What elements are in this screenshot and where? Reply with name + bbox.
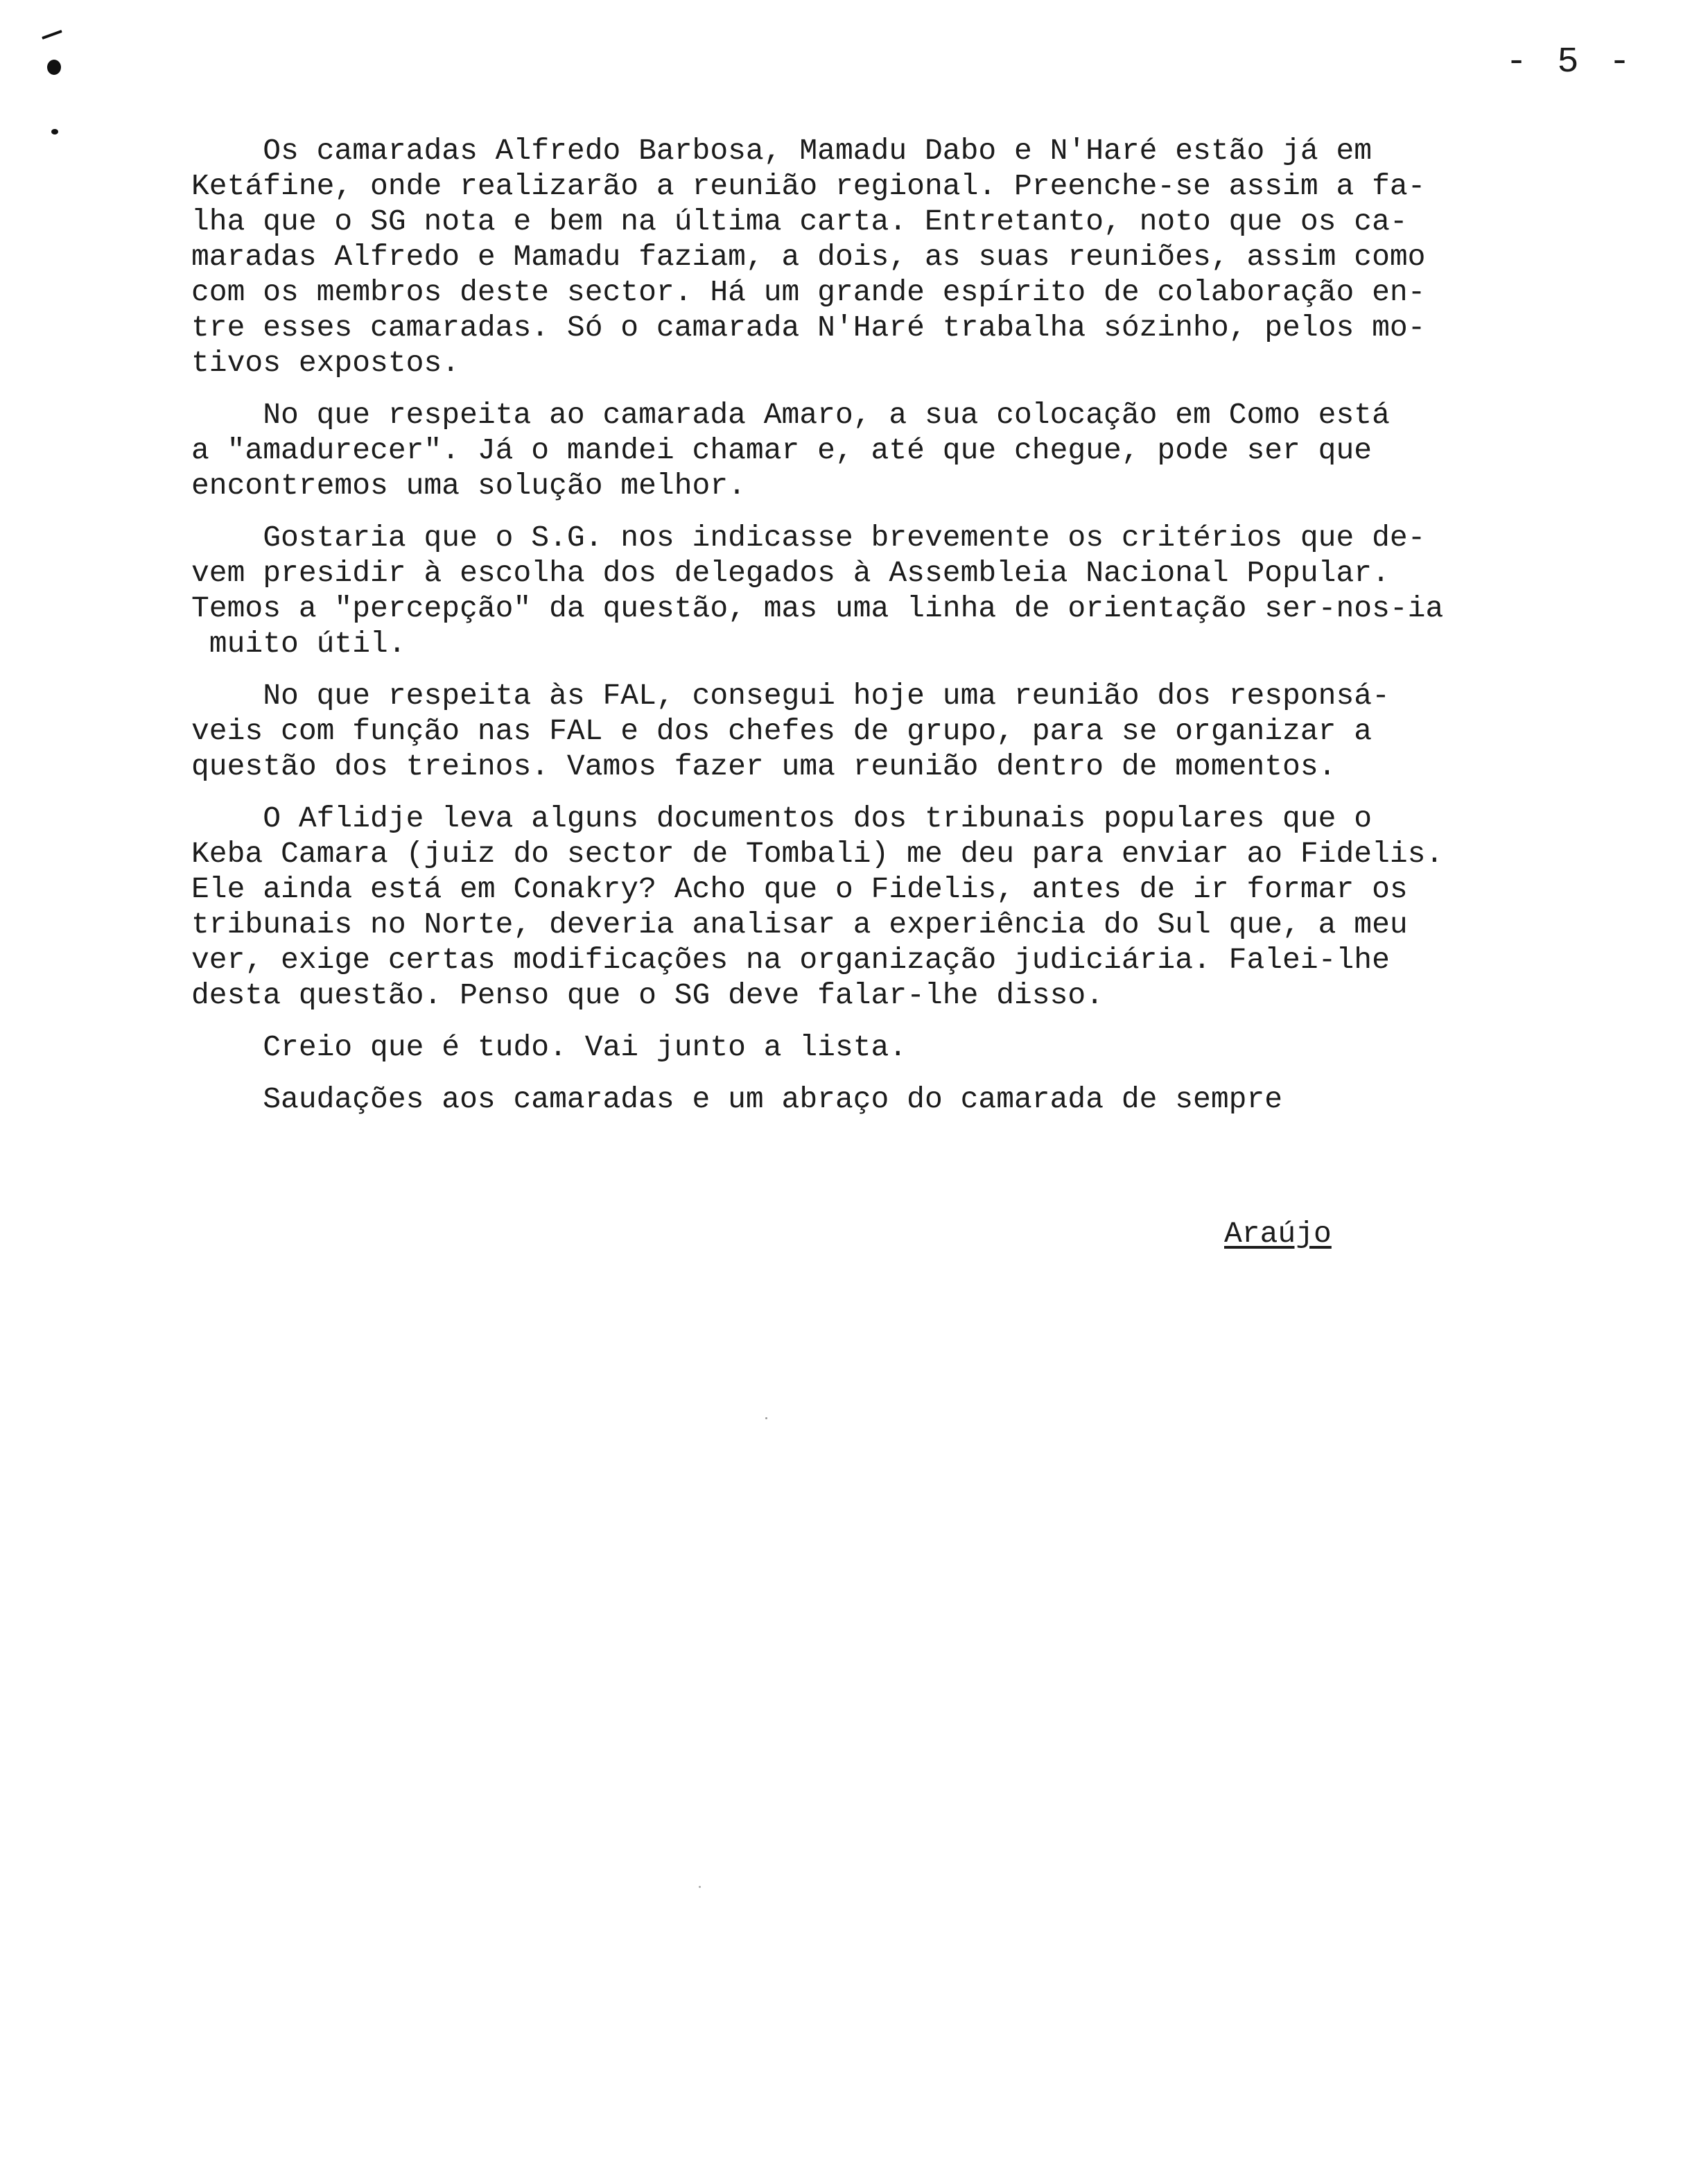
text-line: veis com função nas FAL e dos chefes de grupo, para se organizar a	[191, 714, 1372, 748]
paragraph	[191, 801, 1682, 1013]
text-line: Gostaria que o S.G. nos indicasse brevemente os critérios que de-	[191, 521, 1426, 555]
paragraph	[191, 1030, 1682, 1065]
letter-body	[191, 133, 1682, 1117]
paragraph	[191, 133, 1682, 381]
text-line: Os camaradas Alfredo Barbosa, Mamadu Dabo e N'Haré estão já em	[191, 134, 1372, 168]
text-line: tivos expostos.	[191, 346, 460, 380]
text-line: Keba Camara (juiz do sector de Tombali) me deu para enviar ao Fidelis.	[191, 837, 1444, 871]
margin-mark	[42, 30, 62, 40]
page-number: - 5 -	[1506, 42, 1635, 83]
text-line: Ele ainda está em Conakry? Acho que o Fidelis, antes de ir formar os	[191, 872, 1408, 906]
signature: Araújo	[1224, 1217, 1332, 1251]
text-line: tribunais no Norte, deveria analisar a experiência do Sul que, a meu	[191, 908, 1408, 942]
text-line: No que respeita ao camarada Amaro, a sua colocação em Como está	[191, 398, 1390, 432]
punch-hole-mark	[47, 60, 61, 75]
text-line: muito útil.	[191, 627, 406, 661]
paragraph	[191, 520, 1682, 661]
paper-speck	[765, 1417, 767, 1419]
paper-speck	[699, 1886, 701, 1888]
text-line: Saudações aos camaradas e um abraço do camarada de sempre	[191, 1082, 1283, 1116]
text-line: Temos a "percepção" da questão, mas uma linha de orientação ser-nos-ia	[191, 591, 1444, 625]
paragraph	[191, 1082, 1682, 1117]
margin-mark	[51, 129, 58, 135]
text-line: maradas Alfredo e Mamadu faziam, a dois, as suas reuniões, assim como	[191, 240, 1426, 274]
text-line: No que respeita às FAL, consegui hoje uma reunião dos responsá-	[191, 679, 1390, 713]
text-line: lha que o SG nota e bem na última carta. Entretanto, noto que os ca-	[191, 205, 1408, 239]
text-line: encontremos uma solução melhor.	[191, 469, 746, 503]
text-line: tre esses camaradas. Só o camarada N'Haré trabalha sózinho, pelos mo-	[191, 311, 1426, 345]
text-line: com os membros deste sector. Há um grande espírito de colaboração en-	[191, 275, 1426, 309]
text-line: a "amadurecer". Já o mandei chamar e, até que chegue, pode ser que	[191, 433, 1372, 467]
text-line: Ketáfine, onde realizarão a reunião regional. Preenche-se assim a fa-	[191, 169, 1426, 203]
text-line: Creio que é tudo. Vai junto a lista.	[191, 1030, 907, 1064]
paragraph	[191, 678, 1682, 784]
text-line: O Aflidje leva alguns documentos dos tribunais populares que o	[191, 801, 1372, 835]
paragraph	[191, 397, 1682, 503]
text-line: ver, exige certas modificações na organização judiciária. Falei-lhe	[191, 943, 1390, 977]
text-line: desta questão. Penso que o SG deve falar-lhe disso.	[191, 978, 1104, 1012]
text-line: vem presidir à escolha dos delegados à Assembleia Nacional Popular.	[191, 556, 1390, 590]
text-line: questão dos treinos. Vamos fazer uma reunião dentro de momentos.	[191, 749, 1336, 783]
